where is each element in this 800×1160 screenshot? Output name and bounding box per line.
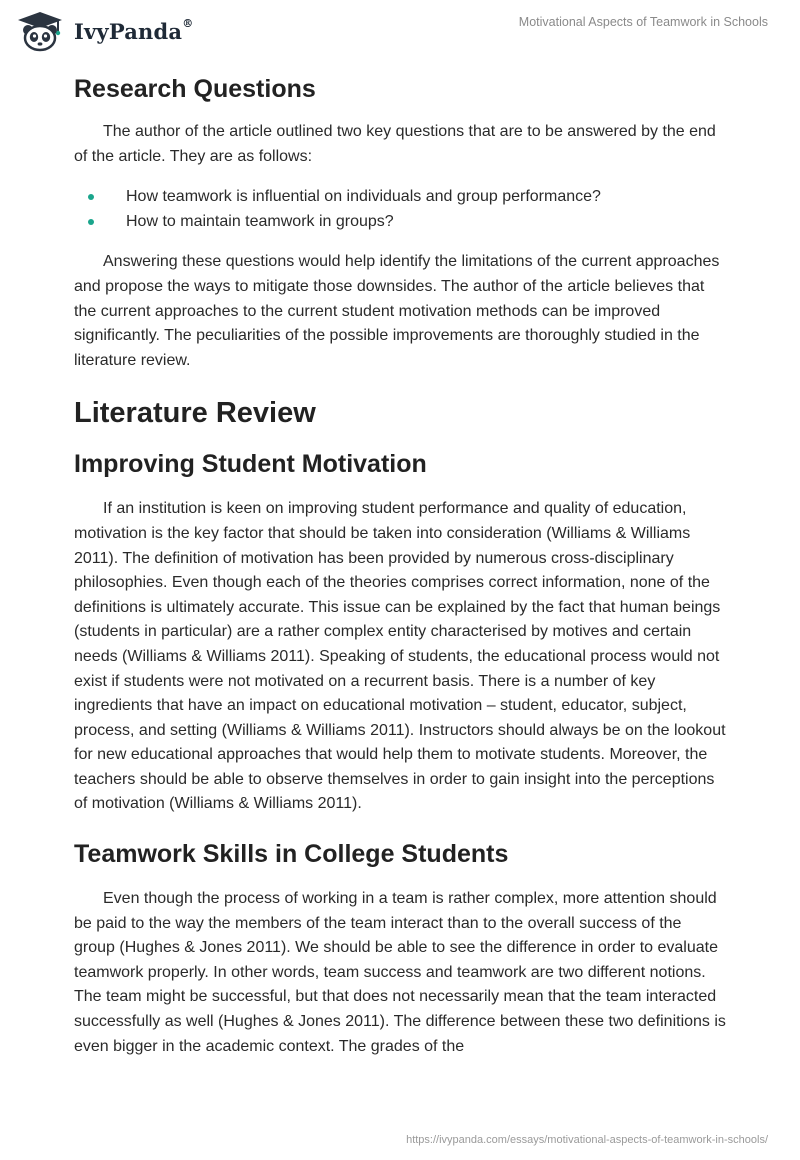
research-questions-list <box>74 185 726 234</box>
brand-name: IvyPanda® <box>74 16 194 44</box>
list-item: How to maintain teamwork in groups? <box>74 210 726 235</box>
heading-improving-student-motivation: Improving Student Motivation <box>74 450 427 479</box>
bullet-dot-icon <box>88 219 94 225</box>
heading-research-questions: Research Questions <box>74 75 316 103</box>
brand-logo[interactable] <box>14 10 193 52</box>
bullet-dot-icon <box>88 194 94 200</box>
improving-motivation-body: If an institution is keen on improving student performance and quality of education, motivation is the key factor that should be taken into consideration (Williams & Williams 2011). The definition of motivation has been provided by numerous cross-disciplinary philosophies. Even though each of the theories comprises correct information, none of the definitions is ultimately accurate. This issue can be explained by the fact that human beings (students in particular) are a rather complex entity characterised by motives and certain needs (Williams & Williams 2011). Speaking of students, the educational process would not exist if students were not motivated on a recurrent basis. There is a number of key ingredients that have an impact on educational motivation – student, educator, subject, process, and setting (Williams & Williams 2011). Instructors should always be on the lookout for new educational approaches that would help them to motivate students. Moreover, the teachers should be able to observe themselves in order to gain insight into the perceptions of motivation (Williams & Williams 2011). <box>74 500 726 813</box>
document-title: Motivational Aspects of Teamwork in Schools <box>518 15 768 29</box>
source-url[interactable]: https://ivypanda.com/essays/motivational-aspects-of-teamwork-in-schools/ <box>406 1134 768 1146</box>
essay-content <box>74 72 726 1059</box>
heading-literature-review: Literature Review <box>74 397 316 430</box>
heading-teamwork-skills: Teamwork Skills in College Students <box>74 840 509 869</box>
research-questions-followup: Answering these questions would help identify the limitations of the current approaches and propose the ways to mitigate those downsides. The author of the article believes that the current approaches to the current student motivation methods can be improved significantly. The peculiarities of the possible improvements are thoroughly studied in the literature review. <box>74 253 720 369</box>
page-header <box>0 0 800 60</box>
teamwork-skills-body: Even though the process of working in a team is rather complex, more attention should be paid to the way the members of the team interact than to the overall success of the group (Hughes & Jones 2011). We should be able to see the difference in order to evaluate teamwork properly. In other words, team success and teamwork are two different notions. The team might be successful, but that does not necessarily mean that the team interacted successfully as well (Hughes & Jones 2011). The difference between these two definitions is even bigger in the academic context. The grades of the <box>74 890 726 1055</box>
research-questions-intro: The author of the article outlined two key questions that are to be answered by the end of the article. They are as follows: <box>74 123 716 165</box>
panda-logo-icon <box>14 10 66 52</box>
list-item: How teamwork is influential on individuals and group performance? <box>74 185 726 210</box>
